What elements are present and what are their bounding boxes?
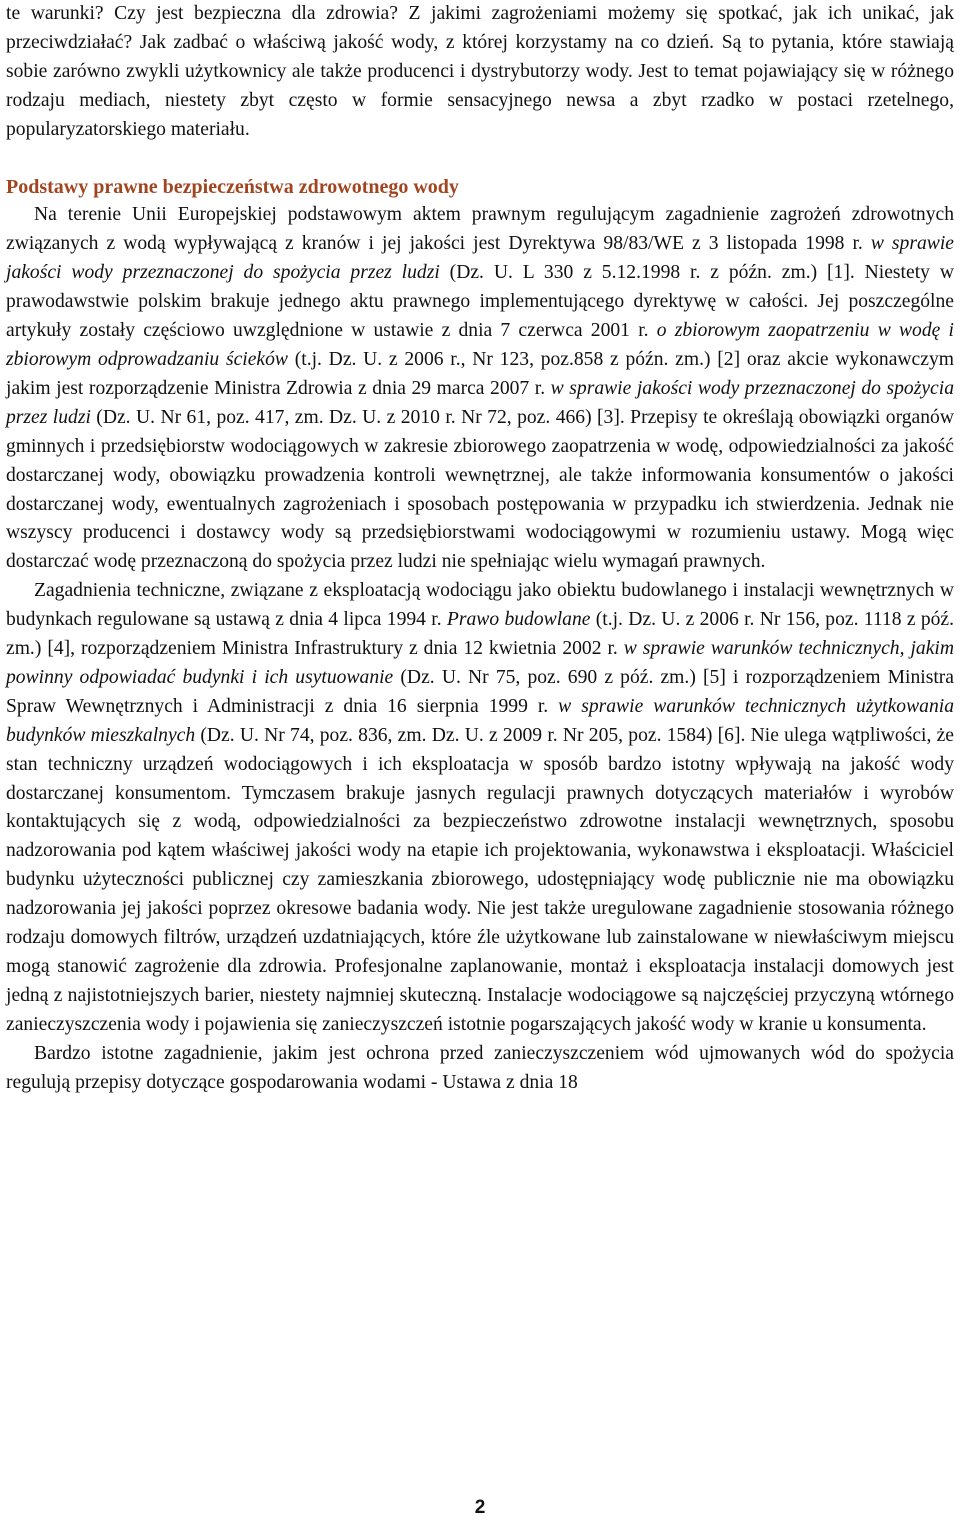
text-run: (t.j. Dz. U. z 2006 r., Nr 123, poz.858 z późn. zm.) [2] oraz akcie wykonawczym jakim jest rozporządzenie Ministra Zdrowia z dnia 29 marca 2007 r.	[6, 348, 954, 399]
text-run: (Dz. U. L 330 z 5.12.1998 r. z późn. zm.) [1]. Niestety w prawodawstwie polskim brakuje jednego aktu prawnego implementującego dyrektywę w całości. Jej poszczególne artykuły zostały częściowo uwzględnione w ustawie z dnia 7 czerwca 2001 r.	[6, 262, 954, 342]
act-title: Prawo budowlane	[446, 609, 591, 631]
text-run: Zagadnienia techniczne, związane z eksploatacją wodociągu jako obiektu budowlanego i instalacji wewnętrznych w budynkach regulowane są ustawą z dnia 4 lipca 1994 r.	[6, 580, 954, 631]
section-heading: Podstawy prawne bezpieczeństwa zdrowotnego wody	[6, 175, 459, 198]
act-title: w sprawie jakości wody przeznaczonej do spożycia przez ludzi	[6, 233, 954, 284]
act-title: w sprawie warunków technicznych, jakim powinny odpowiadać budynki i ich usytuowanie	[6, 638, 954, 688]
text-run: (Dz. U. Nr 74, poz. 836, zm. Dz. U. z 2009 r. Nr 205, poz. 1584) [6]. Nie ulega wątpliwości, że stan techniczny urządzeń wodociągowych i ich eksploatacja w sposób bardzo istotny wpływają na jakość wody dostarczanej konsumentom. Tymczasem brakuje jasnych regulacji prawnych dotyczących materiałów i wyrobów kontaktujących się z wodą, odpowiedzialności za bezpieczeństwo zdrowotne instalacji wewnętrznych, sposobu nadzorowania pod kątem właściwej jakości wody na etapie ich projektowania, wykonawstwa i eksploatacji. Właściciel budynku użyteczności publicznej czy zamieszkania zbiorowego, udostępniający wodę publicznie nie ma obowiązku nadzorowania jej jakości poprzez okresowe badania wody. Nie jest także uregulowane zagadnienie stosowania różnego rodzaju domowych filtrów, urządzeń uzdatniających, które źle użytkowane lub zainstalowane w niewłaściwym miejscu mogą stanowić zagrożenie dla zdrowia. Profesjonalne zaplanowanie, montaż i eksploatacja instalacji domowych jest jedną z najistotniejszych barier, niestety najmniej skuteczną. Instalacje wodociągowe są najczęściej przyczyną wtórnego zanieczyszczenia wody i pojawienia się zanieczyszczeń istotnie pogarszających jakość wody w kranie u konsumenta.	[6, 724, 954, 1035]
water-protection-paragraph: Bardzo istotne zagadnienie, jakim jest ochrona przed zanieczyszczeniem wód ujmowanych wód do spożycia regulują przepisy dotyczące gospodarowania wodami - Ustawa z dnia 18	[6, 1042, 954, 1093]
document-page	[6, 0, 954, 1098]
intro-paragraph: te warunki? Czy jest bezpieczna dla zdrowia? Z jakimi zagrożeniami możemy się spotkać, jak ich unikać, jak przeciwdziałać? Jak zadbać o właściwą jakość wody, z której korzystamy na co dzień. Są to pytania, które stawiają sobie zarówno zwykli użytkownicy ale także producenci i dystrybutorzy wody. Jest to temat pojawiający się w różnego rodzaju mediach, niestety zbyt często w formie sensacyjnego newsa a zbyt rzadko w postaci rzetelnego, popularyzatorskiego materiału.	[6, 3, 954, 140]
act-title: o zbiorowym zaopatrzeniu w wodę i zbiorowym odprowadzaniu ścieków	[6, 320, 954, 370]
act-title: w sprawie warunków technicznych użytkowania budynków mieszkalnych	[6, 695, 954, 746]
text-run: (t.j. Dz. U. z 2006 r. Nr 156, poz. 1118 z póź. zm.) [4], rozporządzeniem Ministra Infrastruktury z dnia 12 kwietnia 2002 r.	[6, 609, 955, 660]
text-run: Na terenie Unii Europejskiej podstawowym aktem prawnym regulującym zagadnienie zagrożeń zdrowotnych związanych z wodą wypływającą z kranów i jej jakości jest Dyrektywa 98/83/WE z 3 listopada 1998 r.	[6, 204, 954, 255]
text-run: (Dz. U. Nr 61, poz. 417, zm. Dz. U. z 2010 r. Nr 72, poz. 466) [3]. Przepisy te określają obowiązki organów gminnych i przedsiębiorstw wodociągowych w zakresie zbiorowego zaopatrzenia w wodę, odpowiedzialności za jakość dostarczanej wody, obowiązku prowadzenia kontroli wewnętrznej, ale także informowania konsumentów o jakości dostarczanej wody, ewentualnych zagrożeniach i sposobach postępowania w przypadku ich stwierdzenia. Jednak nie wszyscy producenci i dostawcy wody są przedsiębiorstwami wodociągowymi w rozumieniu ustawy. Mogą więc dostarczać wodę przeznaczoną do spożycia przez ludzi nie spełniając wielu wymagań prawnych.	[6, 406, 954, 573]
technical-issues-paragraph	[6, 577, 954, 1040]
legal-basis-paragraph	[6, 201, 954, 577]
act-title: w sprawie jakości wody przeznaczonej do spożycia przez ludzi	[6, 377, 954, 428]
page-number: 2	[474, 1497, 486, 1518]
text-run: (Dz. U. Nr 75, poz. 690 z póź. zm.) [5] i rozporządzeniem Ministra Spraw Wewnętrznych i Administracji z dnia 16 sierpnia 1999 r.	[6, 666, 955, 717]
